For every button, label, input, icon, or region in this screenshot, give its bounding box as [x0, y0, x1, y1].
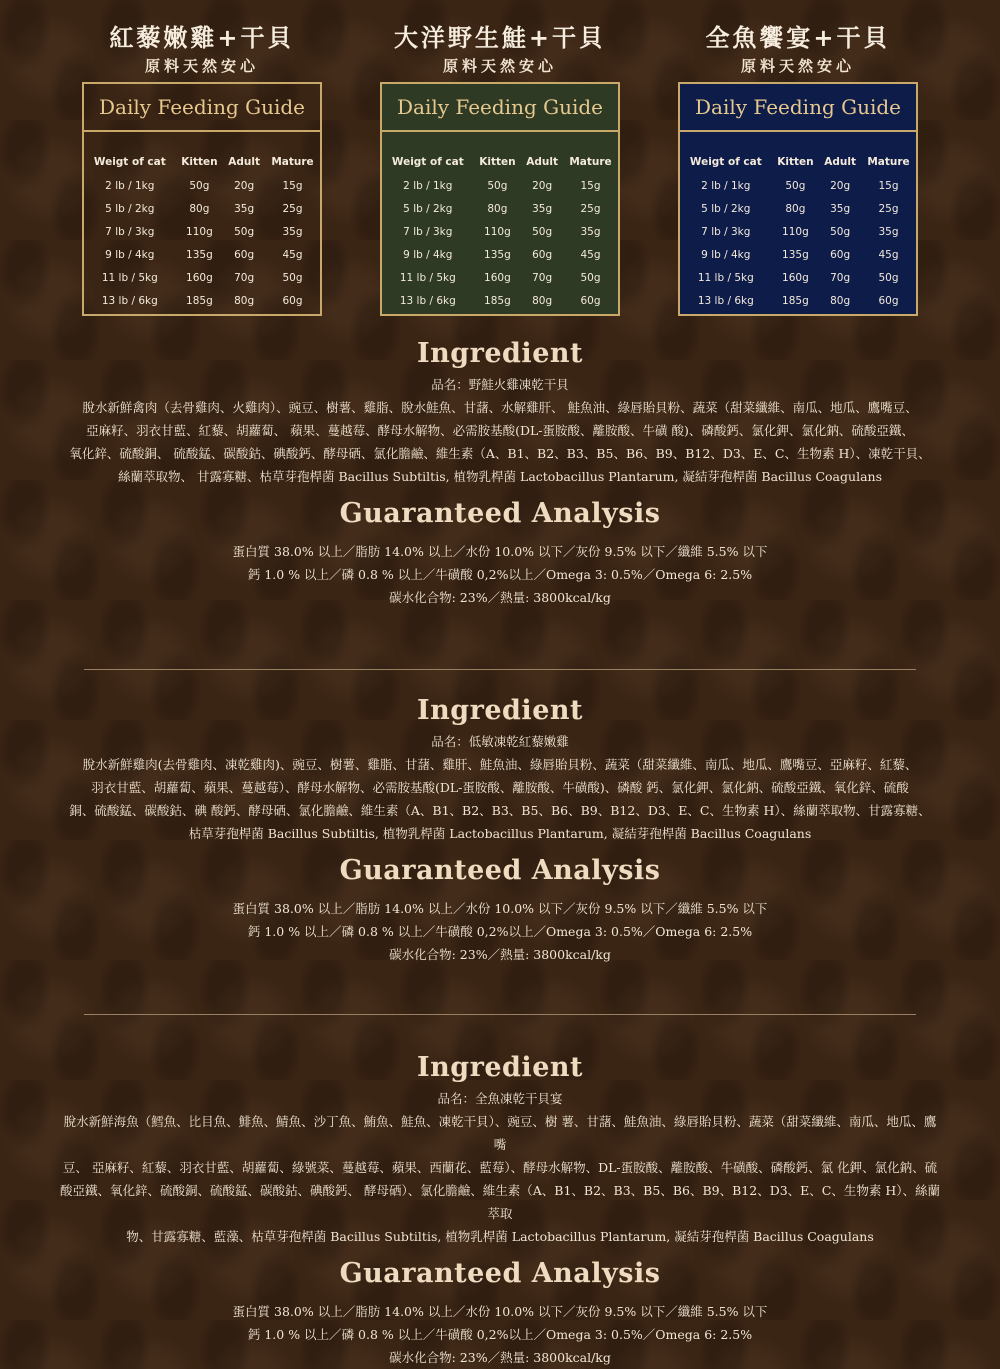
analysis-line: 碳水化合物: 23%／熱量: 3800kcal/kg: [389, 947, 611, 962]
table-cell: 80g: [785, 202, 806, 215]
table-cell: 50g: [878, 271, 899, 284]
column-header: Mature: [867, 156, 910, 168]
feeding-guide-card: [380, 82, 620, 316]
ingredient-line: 絲蘭萃取物、 甘露寡糖、枯草芽孢桿菌 Bacillus Subtiltis, 植物乳桿菌 Lactobacillus Plantarum, 凝結芽孢桿菌 Bacillus Coagulans: [118, 469, 882, 484]
column-header: Adult: [526, 156, 558, 168]
product-column-2: [378, 22, 622, 316]
table-cell: 50g: [830, 225, 851, 238]
table-row: [680, 243, 916, 266]
guaranteed-analysis-values: [0, 540, 1000, 609]
ingredient-heading: Ingredient: [417, 695, 583, 726]
ingredient-line: 酸亞鐵、氧化鋅、硫酸銅、硫酸錳、碳酸鈷、碘酸鈣、 酵母硒）、氯化膽鹼、維生素（A、B1、B2、B3、B5、B6、B9、B12、D3、E、C、生物素 H）、絲蘭萃取: [60, 1183, 940, 1221]
feeding-guide-title: Daily Feeding Guide: [84, 84, 320, 132]
column-header: Weigt of cat: [689, 156, 762, 168]
ingredient-line: 物、甘露寡糖、藍藻、枯草芽孢桿菌 Bacillus Subtiltis, 植物乳桿菌 Lactobacillus Plantarum, 凝結芽孢桿菌 Bacillus Coagulans: [126, 1229, 874, 1244]
table-cell: 70g: [830, 271, 851, 284]
ingredient-section-3: [0, 1048, 1000, 1369]
table-cell: 11 lb / 5kg: [101, 271, 158, 284]
table-cell: 7 lb / 3kg: [403, 225, 453, 238]
analysis-line: 鈣 1.0 % 以上／磷 0.8 % 以上／牛磺酸 0,2%以上／Omega 3: 0.5%／Omega 6: 2.5%: [247, 1327, 753, 1342]
table-row: [680, 220, 916, 243]
table-row: [382, 197, 618, 220]
table-row: [382, 174, 618, 197]
guaranteed-analysis-values: [0, 1300, 1000, 1369]
table-cell: 80g: [234, 294, 255, 307]
table-cell: 60g: [830, 248, 851, 261]
product-column-1: [80, 22, 324, 316]
product-name: 大洋野生鮭+干貝: [393, 24, 607, 52]
table-cell: 25g: [878, 202, 899, 215]
ingredient-line: 氧化鋅、硫酸銅、 硫酸錳、碳酸鈷、碘酸鈣、酵母硒、氯化膽鹼、維生素（A、B1、B2、B3、B5、B6、B9、B12、D3、E、C、生物素 H）、凍乾干貝、: [69, 446, 931, 461]
ingredient-line: 枯草芽孢桿菌 Bacillus Subtiltis, 植物乳桿菌 Lactobacillus Plantarum, 凝結芽孢桿菌 Bacillus Coagulans: [188, 826, 812, 841]
table-cell: 9 lb / 4kg: [105, 248, 155, 261]
table-cell: 7 lb / 3kg: [701, 225, 751, 238]
ingredient-line: 豆、 亞麻籽、紅藜、羽衣甘藍、胡蘿蔔、綠號菜、蔓越莓、蘋果、西蘭花、藍莓）、酵母水解物、DL-蛋胺酸、離胺酸、牛磺酸、磷酸鈣、氯 化鉀、氯化鈉、硫: [62, 1160, 938, 1175]
column-header: Kitten: [479, 156, 516, 168]
table-cell: 60g: [282, 294, 303, 307]
table-row: [680, 266, 916, 289]
ingredient-line: 羽衣甘藍、胡蘿蔔、蘋果、蔓越莓）、酵母水解物、必需胺基酸(DL-蛋胺酸、離胺酸、牛磺酸)、磷酸 鈣、氯化鉀、氯化鈉、硫酸亞鐵、氧化鋅、硫酸: [91, 780, 909, 795]
product-label: 品名：全魚凍乾干貝宴: [437, 1091, 563, 1106]
analysis-line: 蛋白質 38.0% 以上／脂肪 14.0% 以上／水份 10.0% 以下／灰份 9.5% 以下／纖維 5.5% 以下: [232, 1304, 768, 1319]
table-cell: 185g: [782, 294, 809, 307]
analysis-line: 碳水化合物: 23%／熱量: 3800kcal/kg: [389, 1350, 611, 1365]
table-cell: 50g: [282, 271, 303, 284]
table-cell: 11 lb / 5kg: [399, 271, 456, 284]
column-header: Kitten: [777, 156, 814, 168]
feeding-guide-title: Daily Feeding Guide: [680, 84, 916, 132]
table-cell: 45g: [282, 248, 303, 261]
table-row: [84, 174, 320, 197]
product-label: 品名：野鮭火雞凍乾干貝: [431, 377, 569, 392]
product-tagline: 原料天然安心: [442, 57, 557, 75]
table-cell: 15g: [580, 179, 601, 192]
product-tagline: 原料天然安心: [740, 57, 855, 75]
product-name: 紅藜嫩雞+干貝: [109, 24, 295, 52]
table-cell: 13 lb / 6kg: [101, 294, 158, 307]
table-cell: 35g: [878, 225, 899, 238]
table-cell: 70g: [234, 271, 255, 284]
analysis-line: 鈣 1.0 % 以上／磷 0.8 % 以上／牛磺酸 0,2%以上／Omega 3: 0.5%／Omega 6: 2.5%: [247, 924, 753, 939]
table-cell: 15g: [878, 179, 899, 192]
table-row: [382, 289, 618, 312]
table-cell: 135g: [484, 248, 511, 261]
feeding-guide-card: [678, 82, 918, 316]
ingredient-line: 亞麻籽、羽衣甘藍、紅藜、胡蘿蔔、 蘋果、蔓越莓、酵母水解物、必需胺基酸(DL-蛋胺酸、離胺酸、牛磺 酸)、磷酸鈣、氯化鉀、氯化鈉、硫酸亞鐵、: [86, 423, 914, 438]
column-header: Weigt of cat: [391, 156, 464, 168]
table-cell: 60g: [878, 294, 899, 307]
feeding-guide-table: [382, 150, 618, 312]
ingredient-line: 脫水新鮮禽肉（去骨雞肉、火雞肉）、豌豆、樹薯、雞脂、脫水鮭魚、甘藷、水解雞肝、 鮭魚油、綠唇貽貝粉、蔬菜（甜菜纖維、南瓜、地瓜、鷹嘴豆、: [82, 400, 918, 415]
ingredient-section-1: [0, 334, 1000, 609]
table-row: [84, 289, 320, 312]
ingredient-section-2: [0, 691, 1000, 966]
product-label: 品名：低敏凍乾紅藜嫩雞: [431, 734, 569, 749]
table-cell: 35g: [282, 225, 303, 238]
table-cell: 160g: [186, 271, 213, 284]
table-cell: 80g: [189, 202, 210, 215]
guaranteed-analysis-heading: Guaranteed Analysis: [339, 1258, 661, 1289]
ingredient-line: 脫水新鮮海魚（鱈魚、比目魚、鯡魚、鯖魚、沙丁魚、鮪魚、鮭魚、凍乾干貝）、豌豆、樹 薯、甘藷、鮭魚油、綠唇貽貝粉、蔬菜（甜菜纖維、南瓜、地瓜、鷹嘴: [63, 1114, 937, 1152]
ingredient-heading: Ingredient: [417, 1052, 583, 1083]
table-cell: 185g: [186, 294, 213, 307]
table-cell: 160g: [484, 271, 511, 284]
table-row: [84, 220, 320, 243]
table-cell: 35g: [830, 202, 851, 215]
table-cell: 20g: [830, 179, 851, 192]
table-cell: 5 lb / 2kg: [701, 202, 751, 215]
table-cell: 35g: [234, 202, 255, 215]
column-header: Mature: [271, 156, 314, 168]
table-cell: 25g: [282, 202, 303, 215]
table-cell: 135g: [186, 248, 213, 261]
table-cell: 60g: [532, 248, 553, 261]
table-cell: 60g: [234, 248, 255, 261]
table-cell: 2 lb / 1kg: [105, 179, 155, 192]
table-row: [382, 243, 618, 266]
table-cell: 50g: [189, 179, 210, 192]
ingredient-line: 脫水新鮮雞肉(去骨雞肉、凍乾雞肉)、豌豆、樹薯、雞脂、甘藷、雞肝、鮭魚油、綠唇貽貝粉、蔬菜（甜菜纖維、南瓜、地瓜、鷹嘴豆、亞麻籽、紅藜、: [82, 757, 918, 772]
table-cell: 35g: [532, 202, 553, 215]
table-cell: 80g: [830, 294, 851, 307]
product-cards: [0, 22, 1000, 322]
table-header-row: [84, 150, 320, 174]
table-row: [680, 174, 916, 197]
table-header-row: [680, 150, 916, 174]
table-row: [84, 197, 320, 220]
table-cell: 135g: [782, 248, 809, 261]
column-header: Mature: [569, 156, 612, 168]
table-cell: 13 lb / 6kg: [399, 294, 456, 307]
guaranteed-analysis-values: [0, 897, 1000, 966]
table-cell: 80g: [487, 202, 508, 215]
column-header: Kitten: [181, 156, 218, 168]
table-row: [680, 289, 916, 312]
analysis-line: 蛋白質 38.0% 以上／脂肪 14.0% 以上／水份 10.0% 以下／灰份 9.5% 以下／纖維 5.5% 以下: [232, 544, 768, 559]
table-cell: 110g: [782, 225, 809, 238]
table-cell: 5 lb / 2kg: [105, 202, 155, 215]
table-cell: 2 lb / 1kg: [701, 179, 751, 192]
analysis-line: 鈣 1.0 % 以上／磷 0.8 % 以上／牛磺酸 0,2%以上／Omega 3: 0.5%／Omega 6: 2.5%: [247, 567, 753, 582]
table-cell: 15g: [282, 179, 303, 192]
analysis-line: 碳水化合物: 23%／熱量: 3800kcal/kg: [389, 590, 611, 605]
table-cell: 20g: [234, 179, 255, 192]
feeding-guide-card: [82, 82, 322, 316]
table-cell: 50g: [234, 225, 255, 238]
product-name: 全魚饗宴+干貝: [705, 24, 891, 52]
feeding-guide-table: [84, 150, 320, 312]
product-column-3: [676, 22, 920, 316]
feeding-guide-table: [680, 150, 916, 312]
table-row: [382, 266, 618, 289]
table-cell: 160g: [782, 271, 809, 284]
table-cell: 110g: [484, 225, 511, 238]
table-header-row: [382, 150, 618, 174]
table-row: [382, 220, 618, 243]
product-tagline: 原料天然安心: [144, 57, 259, 75]
table-cell: 110g: [186, 225, 213, 238]
table-cell: 70g: [532, 271, 553, 284]
table-cell: 50g: [532, 225, 553, 238]
table-cell: 185g: [484, 294, 511, 307]
table-cell: 20g: [532, 179, 553, 192]
table-cell: 11 lb / 5kg: [697, 271, 754, 284]
table-row: [84, 243, 320, 266]
column-header: Adult: [228, 156, 260, 168]
column-header: Adult: [824, 156, 856, 168]
table-cell: 9 lb / 4kg: [403, 248, 453, 261]
ingredient-line: 銅、硫酸錳、碳酸鈷、碘 酸鈣、酵母硒、氯化膽鹼、維生素（A、B1、B2、B3、B5、B6、B9、B12、D3、E、C、生物素 H）、絲蘭萃取物、甘露寡糖、: [69, 803, 931, 818]
feeding-guide-title: Daily Feeding Guide: [382, 84, 618, 132]
table-cell: 60g: [580, 294, 601, 307]
guaranteed-analysis-heading: Guaranteed Analysis: [339, 855, 661, 886]
ingredient-heading: Ingredient: [417, 338, 583, 369]
table-cell: 80g: [532, 294, 553, 307]
table-row: [84, 266, 320, 289]
table-cell: 50g: [785, 179, 806, 192]
ingredient-list: [60, 753, 940, 845]
table-cell: 2 lb / 1kg: [403, 179, 453, 192]
table-cell: 9 lb / 4kg: [701, 248, 751, 261]
table-cell: 7 lb / 3kg: [105, 225, 155, 238]
table-cell: 50g: [487, 179, 508, 192]
table-cell: 13 lb / 6kg: [697, 294, 754, 307]
table-cell: 35g: [580, 225, 601, 238]
table-cell: 25g: [580, 202, 601, 215]
table-cell: 45g: [580, 248, 601, 261]
column-header: Weigt of cat: [93, 156, 166, 168]
table-cell: 50g: [580, 271, 601, 284]
table-row: [680, 197, 916, 220]
table-cell: 45g: [878, 248, 899, 261]
table-cell: 5 lb / 2kg: [403, 202, 453, 215]
section-divider: [84, 1014, 916, 1015]
section-divider: [84, 669, 916, 670]
analysis-line: 蛋白質 38.0% 以上／脂肪 14.0% 以上／水份 10.0% 以下／灰份 9.5% 以下／纖維 5.5% 以下: [232, 901, 768, 916]
guaranteed-analysis-heading: Guaranteed Analysis: [339, 498, 661, 529]
ingredient-list: [60, 1110, 940, 1248]
ingredient-list: [60, 396, 940, 488]
